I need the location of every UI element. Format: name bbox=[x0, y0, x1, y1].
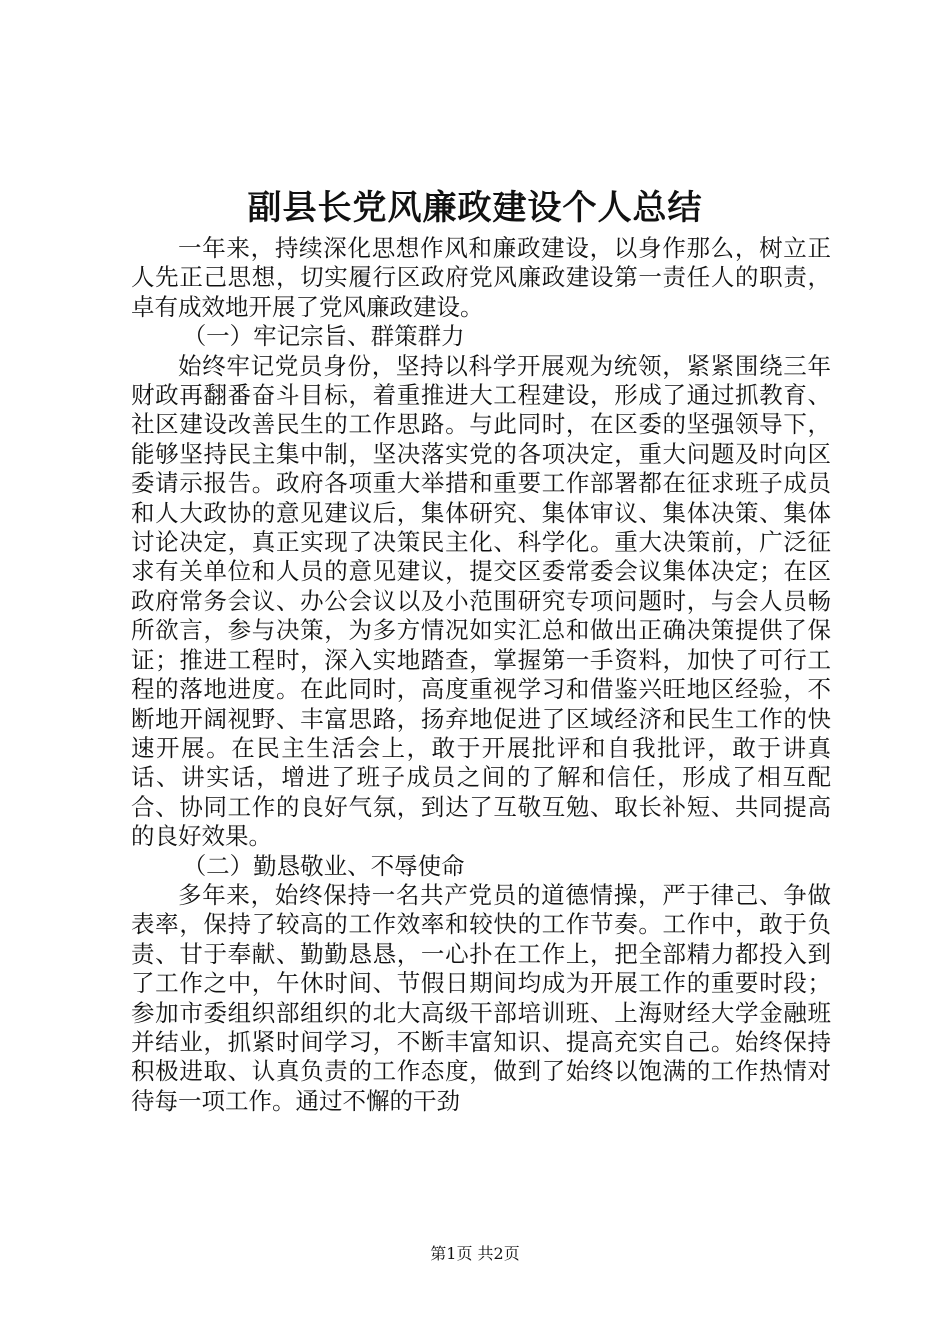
page-footer: 第1页 共2页 bbox=[430, 1244, 520, 1263]
document-title: 副县长党风廉政建设个人总结 bbox=[247, 188, 703, 228]
section-2-paragraph: 多年来，始终保持一名共产党员的道德情操，严于律己、争做表率，保持了较高的工作效率和较快的工作节奏。工作中，敢于负责、甘于奉献、勤勤恳恳，一心扑在工作上，把全部精力都投入到了工作之中，午休时间、节假日期间均成为开展工作的重要时段；参加市委组织部组织的北大高级干部培训班、上海财经大学金融班并结业，抓紧时间学习，不断丰富知识、提高充实自己。始终保持积极进取、认真负责的工作态度，做到了始终以饱满的工作热情对待每一项工作。通过不懈的干劲 bbox=[131, 880, 831, 1115]
intro-paragraph: 一年来，持续深化思想作风和廉政建设，以身作那么，树立正人先正己思想，切实履行区政府党风廉政建设第一责任人的职责，卓有成效地开展了党风廉政建设。 bbox=[131, 234, 831, 321]
section-1-paragraph: 始终牢记党员身份，坚持以科学开展观为统领，紧紧围绕三年财政再翻番奋斗目标，着重推进大工程建设，形成了通过抓教育、社区建设改善民生的工作思路。与此同时，在区委的坚强领导下，能够坚持民主集中制，坚决落实党的各项决定，重大问题及时向区委请示报告。政府各项重大举措和重要工作部署都在征求班子成员和人大政协的意见建议后，集体研究、集体审议、集体决策、集体讨论决定，真正实现了决策民主化、科学化。重大决策前，广泛征求有关单位和人员的意见建议，提交区委常委会议集体决定；在区政府常务会议、办公会议以及小范围研究专项问题时，与会人员畅所欲言，参与决策，为多方情况如实汇总和做出正确决策提供了保证；推进工程时，深入实地踏查，掌握第一手资料，加快了可行工程的落地进度。在此同时，高度重视学习和借鉴兴旺地区经验，不断地开阔视野、丰富思路，扬弃地促进了区域经济和民生工作的快速开展。在民主生活会上，敢于开展批评和自我批评，敢于讲真话、讲实话，增进了班子成员之间的了解和信任，形成了相互配合、协同工作的良好气氛，到达了互敬互勉、取长补短、共同提高的良好效果。 bbox=[131, 351, 831, 851]
section-heading-2: （二）勤恳敬业、不辱使命 bbox=[182, 851, 465, 880]
section-heading-1: （一）牢记宗旨、群策群力 bbox=[182, 322, 465, 351]
document-body bbox=[131, 234, 831, 1116]
